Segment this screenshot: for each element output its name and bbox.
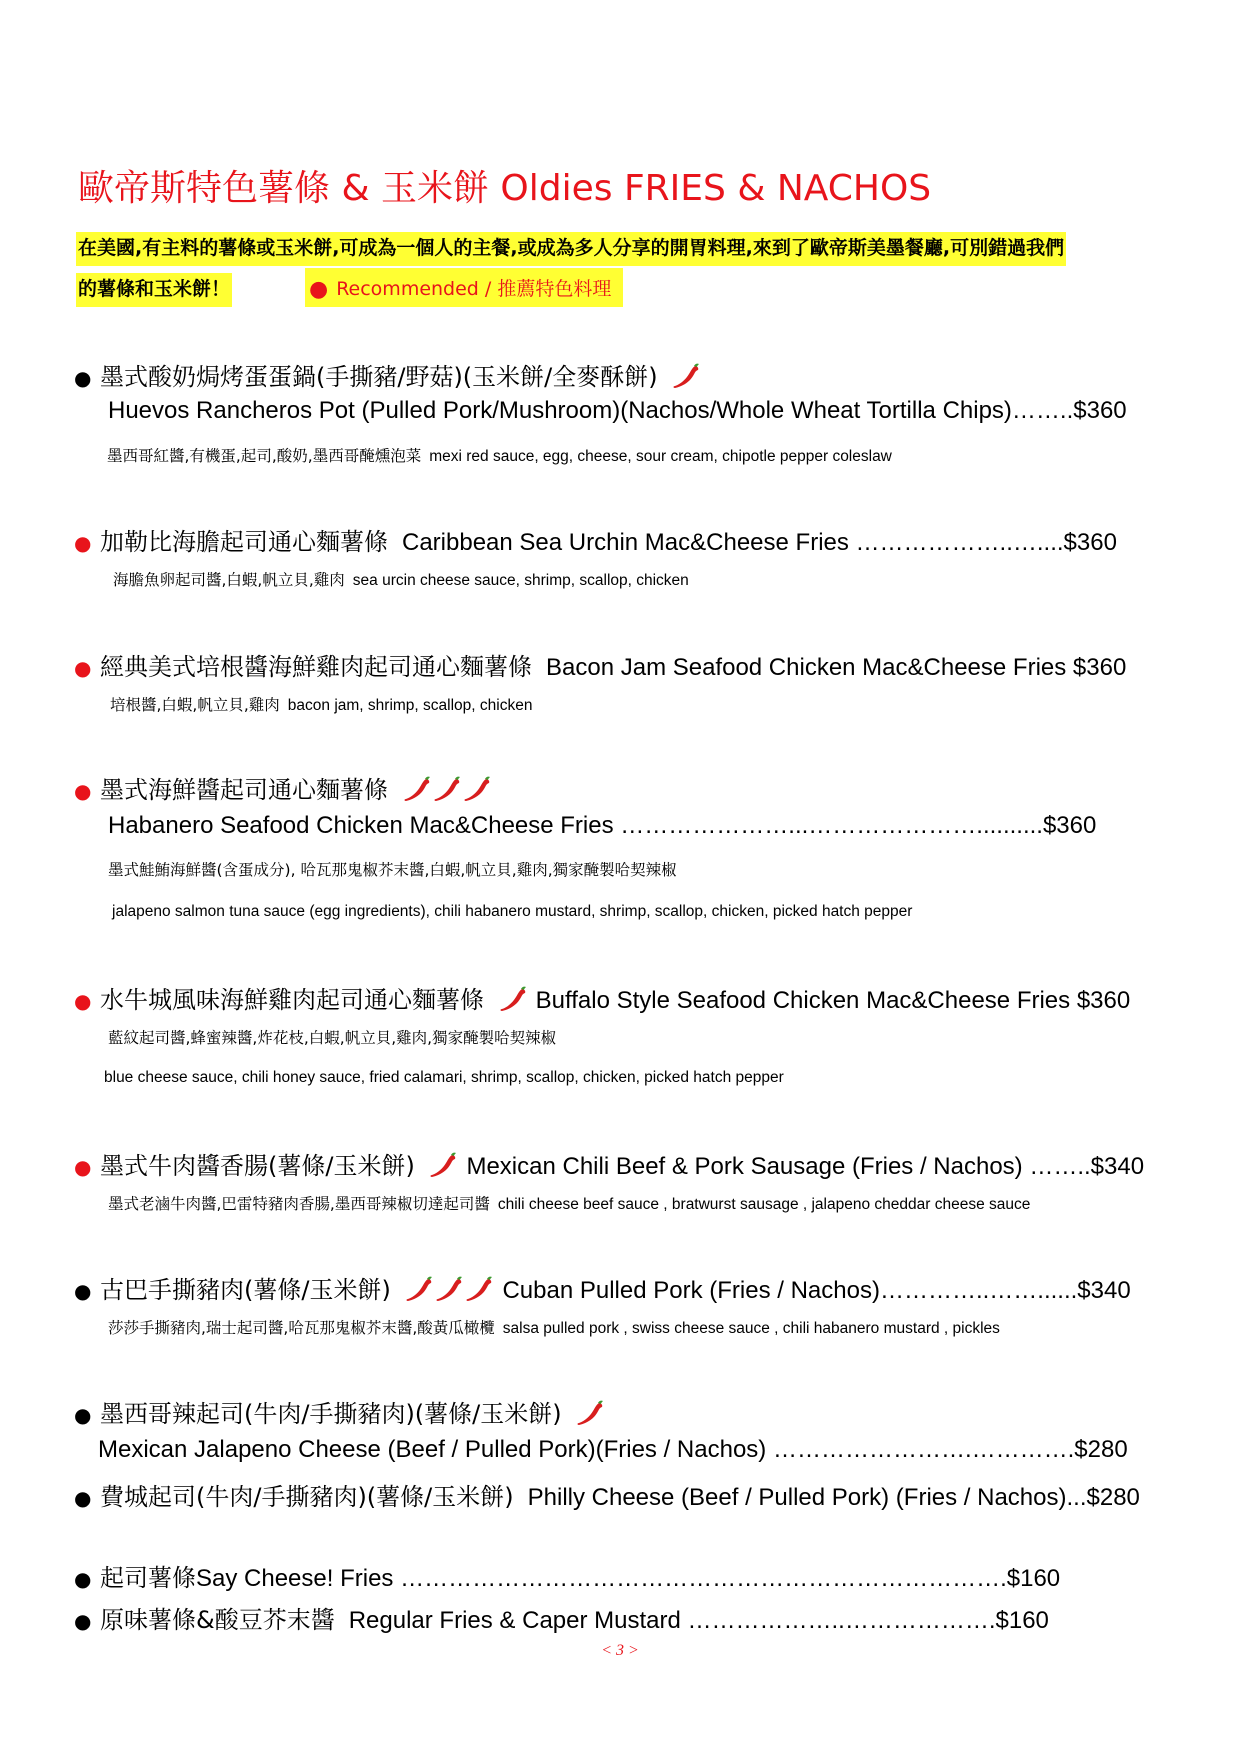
description-en: bacon jam, shrimp, scallop, chicken (287, 697, 533, 714)
page-title: 歐帝斯特色薯條 & 玉米餅 Oldies FRIES & NACHOS (78, 168, 932, 209)
menu-item-name (74, 1600, 1049, 1635)
bullet-icon: ● (74, 1403, 92, 1427)
menu-item-description (108, 1316, 1000, 1338)
menu-item-english: Huevos Rancheros Pot (Pulled Pork/Mushroom)(Nachos/Whole Wheat Tortilla Chips)……..$360 (108, 397, 1127, 424)
description-en: sea urcin cheese sauce, shrimp, scallop, chicken (352, 572, 689, 589)
chili-pepper-icon (404, 1276, 434, 1306)
description-zh: 墨式老滷牛肉醬,巴雷特豬肉香腸,墨西哥辣椒切達起司醬 (108, 1195, 490, 1213)
menu-item-description-zh: 墨式鮭鮪海鮮醬(含蛋成分), 哈瓦那鬼椒芥末醬,白蝦,帆立貝,雞肉,獨家醃製哈契辣椒 (108, 861, 677, 879)
chili-pepper-icon (464, 1276, 494, 1306)
chili-pepper-icon (671, 363, 701, 393)
menu-item-name (74, 1394, 605, 1430)
recommended-bullet-icon: ● (74, 989, 92, 1013)
menu-item-description (113, 568, 689, 590)
bullet-icon: ● (74, 1279, 92, 1303)
menu-item-name (74, 980, 1130, 1016)
item-name-zh: 墨西哥辣起司(牛肉/手撕豬肉)(薯條/玉米餅) (100, 1400, 562, 1428)
description-en: jalapeno salmon tuna sauce (egg ingredients), chili habanero mustard, shrimp, scallop, chicken, picked hatch pepper (112, 903, 913, 920)
item-name-zh: 起司薯條 (100, 1564, 196, 1592)
item-name-zh: 經典美式培根醬海鮮雞肉起司通心麵薯條 (100, 653, 532, 681)
item-name-zh: 費城起司(牛肉/手撕豬肉)(薯條/玉米餅) (100, 1483, 514, 1511)
intro-text-line-2: 的薯條和玉米餅！ (76, 274, 232, 301)
recommended-bullet-icon: ● (74, 779, 92, 803)
description-en: chili cheese beef sauce , bratwurst sausage , jalapeno cheddar cheese sauce (497, 1196, 1031, 1213)
recommended-label: Recommended / 推薦特色料理 (336, 278, 612, 300)
item-name-zh: 墨式牛肉醬香腸(薯條/玉米餅) (100, 1152, 415, 1180)
description-zh: 海膽魚卵起司醬,白蝦,帆立貝,雞肉 (113, 571, 345, 589)
menu-item-description-en (112, 902, 912, 921)
menu-item-description (108, 1192, 1030, 1214)
item-name-zh: 古巴手撕豬肉(薯條/玉米餅) (100, 1276, 391, 1304)
chili-pepper-icon (432, 776, 462, 806)
description-en: mexi red sauce, egg, cheese, sour cream, chipotle pepper coleslaw (429, 448, 892, 465)
chili-pepper-icon (462, 776, 492, 806)
recommended-legend (305, 268, 623, 307)
description-zh: 墨西哥紅醬,有機蛋,起司,酸奶,墨西哥醃燻泡菜 (107, 447, 422, 465)
intro-text-line-1: 在美國,有主料的薯條或玉米餅,可成為一個人的主餐,或成為多人分享的開胃料理,來到了歐帝斯美墨餐廳,可別錯過我們 (76, 233, 1066, 260)
menu-item-name (74, 1477, 1140, 1512)
item-name-en: Cuban Pulled Pork (Fries / Nachos)…………..……......$340 (502, 1277, 1131, 1304)
description-en: salsa pulled pork , swiss cheese sauce , chili habanero mustard , pickles (502, 1320, 1000, 1337)
menu-item-english: Mexican Jalapeno Cheese (Beef / Pulled Pork)(Fries / Nachos) …………………….………….$280 (98, 1436, 1128, 1463)
item-name-zh: 水牛城風味海鮮雞肉起司通心麵薯條 (100, 986, 484, 1014)
item-name-zh: 墨式海鮮醬起司通心麵薯條 (100, 776, 388, 804)
menu-item-description (110, 693, 532, 715)
menu-item-name (74, 647, 1126, 682)
item-name-zh: 墨式酸奶焗烤蛋蛋鍋(手撕豬/野菇)(玉米餅/全麥酥餅) (100, 363, 658, 391)
item-name-en: Bacon Jam Seafood Chicken Mac&Cheese Fries $360 (546, 654, 1127, 681)
chili-pepper-icon (428, 1152, 458, 1182)
chili-pepper-icon (402, 776, 432, 806)
menu-item-name (74, 770, 492, 806)
bullet-icon: ● (74, 1567, 92, 1591)
item-name-en: Buffalo Style Seafood Chicken Mac&Cheese Fries $360 (535, 987, 1131, 1014)
description-en: blue cheese sauce, chili honey sauce, fried calamari, shrimp, scallop, chicken, picked hatch pepper (104, 1069, 784, 1086)
item-name-zh: 加勒比海膽起司通心麵薯條 (100, 528, 388, 556)
menu-item-description (107, 444, 892, 466)
menu-item-name (74, 1558, 1060, 1593)
menu-item-name (74, 522, 1117, 557)
item-name-en: Mexican Chili Beef & Pork Sausage (Fries / Nachos) ……..$340 (466, 1153, 1145, 1180)
recommended-bullet-icon: ● (74, 656, 92, 680)
menu-item-name (74, 357, 701, 393)
item-name-en: Say Cheese! Fries ………………………………………………………………….$160 (196, 1565, 1061, 1592)
menu-item-english: Habanero Seafood Chicken Mac&Cheese Fries …………………...…………………..........$360 (108, 812, 1097, 839)
description-zh: 培根醬,白蝦,帆立貝,雞肉 (110, 696, 280, 714)
item-name-en: Regular Fries & Caper Mustard ………………..……………….$160 (348, 1607, 1049, 1634)
menu-item-description-zh: 藍紋起司醬,蜂蜜辣醬,炸花枝,白蝦,帆立貝,雞肉,獨家醃製哈契辣椒 (108, 1029, 557, 1047)
chili-pepper-icon (434, 1276, 464, 1306)
chili-pepper-icon (498, 986, 528, 1016)
bullet-icon: ● (74, 366, 92, 390)
bullet-icon: ● (74, 1609, 92, 1633)
description-zh: 莎莎手撕豬肉,瑞士起司醬,哈瓦那鬼椒芥末醬,酸黃瓜橄欖 (108, 1319, 495, 1337)
item-name-en: Caribbean Sea Urchin Mac&Cheese Fries ………………..…....$360 (402, 529, 1117, 556)
menu-item-description-en (104, 1068, 784, 1087)
recommended-bullet-icon: ● (74, 1155, 92, 1179)
item-name-en: Philly Cheese (Beef / Pulled Pork) (Fries / Nachos)...$280 (527, 1484, 1140, 1511)
chili-pepper-icon (575, 1400, 605, 1430)
menu-item-name (74, 1270, 1131, 1306)
recommended-dot-icon: ● (309, 277, 329, 302)
menu-item-name (74, 1146, 1144, 1182)
recommended-bullet-icon: ● (74, 531, 92, 555)
item-name-zh: 原味薯條&酸豆芥末醬 (100, 1606, 335, 1634)
bullet-icon: ● (74, 1486, 92, 1510)
page-number: < 3 > (601, 1642, 639, 1659)
